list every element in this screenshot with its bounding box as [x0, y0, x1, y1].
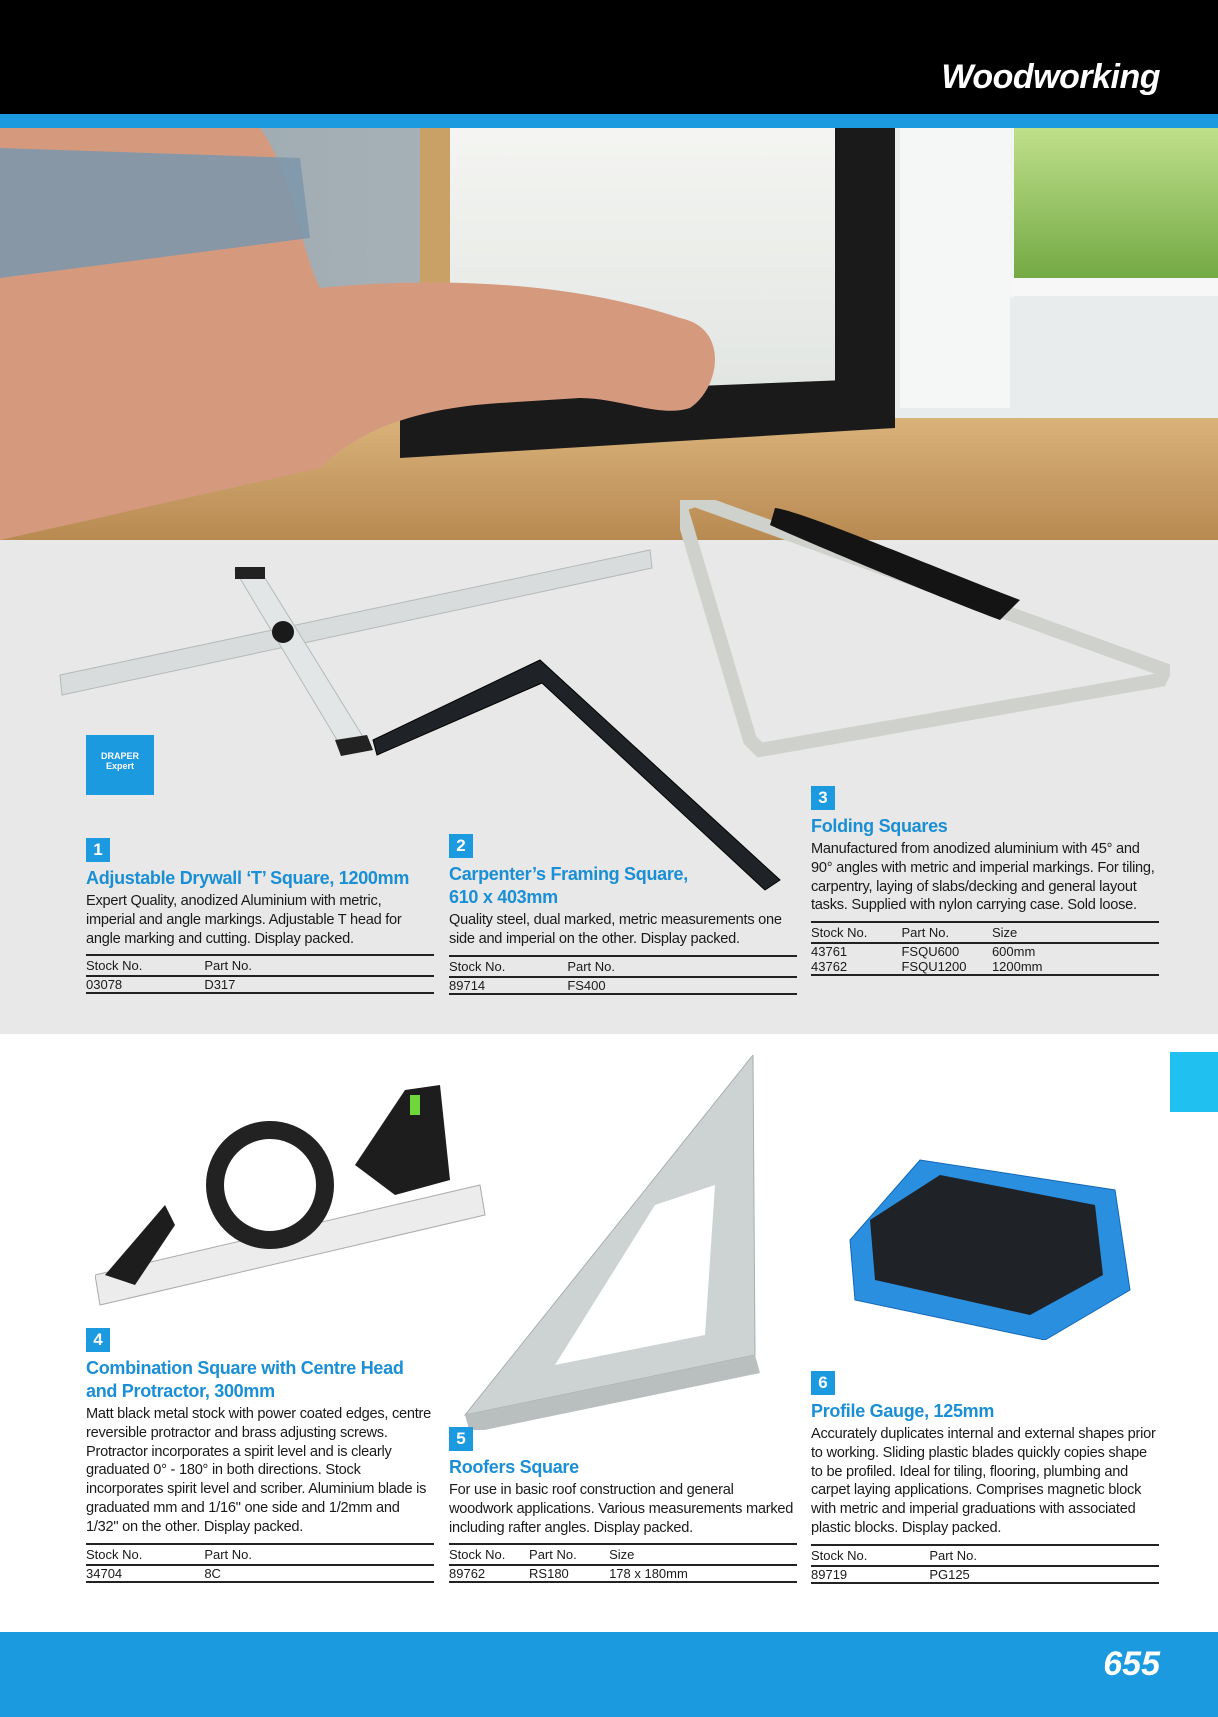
page-header	[0, 0, 1218, 114]
product-title: Profile Gauge, 125mm	[811, 1401, 995, 1421]
product-number: 5	[449, 1427, 473, 1451]
col-stock-no: Stock No.	[811, 925, 868, 941]
spec-table	[811, 921, 1159, 976]
col-size: Size	[991, 925, 1018, 941]
spec-table	[86, 1543, 434, 1583]
logo-line2: Expert	[105, 761, 134, 771]
stock-no: 89762	[449, 1566, 486, 1582]
size: 1200mm	[991, 959, 1043, 975]
hero-photo	[0, 128, 1218, 540]
col-stock-no: Stock No.	[811, 1547, 868, 1563]
part-no: FSQU1200	[901, 959, 967, 975]
roofers-square-image	[455, 1055, 765, 1430]
product-description: Accurately duplicates internal and external shapes prior to working. Sliding plastic blades quickly copies shape to be profiled. Ideal for tiling, flooring, plumbing and carpet laying applications. Comprises magnetic block with metric and imperial graduations with associated plastic blocks. Display packed.	[811, 1426, 1156, 1536]
header-stripe	[0, 114, 1218, 128]
col-part-no: Part No.	[567, 958, 615, 974]
spec-table	[449, 955, 797, 995]
section-side-tab	[1170, 1052, 1218, 1112]
part-no: 8C	[204, 1565, 221, 1581]
product-6	[811, 1371, 1159, 1584]
table-row	[811, 1566, 1159, 1583]
col-part-no: Part No.	[929, 1547, 977, 1563]
folding-square-image	[680, 500, 1170, 770]
stock-no: 89719	[811, 1566, 848, 1582]
product-description: Matt black metal stock with power coated edges, centre reversible protractor and brass adjusting screws. Protractor incorporates a spirit level and is clearly graduated 0° - 180° in both directions. Stock incorporates spirit level and scriber. Aluminium blade is graduated mm and 1/16" one side and 1/2mm and 1/32" on the other. Display packed.	[86, 1406, 432, 1535]
part-no: PG125	[929, 1566, 970, 1582]
table-row	[86, 976, 434, 993]
product-number: 2	[449, 834, 473, 858]
spec-table	[811, 1544, 1159, 1584]
stock-no: 43761	[811, 944, 848, 960]
product-title: Adjustable Drywall ‘T’ Square, 1200mm	[86, 868, 410, 888]
table-row	[811, 959, 1159, 975]
stock-no: 34704	[86, 1565, 123, 1581]
stock-no: 43762	[811, 959, 848, 975]
spec-table	[86, 954, 434, 994]
product-description: For use in basic roof construction and general woodwork applications. Various measurements marked including rafter angles. Display packed.	[449, 1482, 794, 1536]
product-number: 1	[86, 838, 110, 862]
stock-no: 03078	[86, 977, 123, 993]
product-title: Folding Squares	[811, 816, 948, 836]
col-stock-no: Stock No.	[449, 958, 506, 974]
product-number: 4	[86, 1328, 110, 1352]
table-row	[449, 977, 797, 994]
page-footer	[0, 1632, 1218, 1717]
size: 178 x 180mm	[609, 1566, 688, 1582]
product-title: Carpenter’s Framing Square, 610 x 403mm	[449, 864, 688, 907]
part-no: RS180	[529, 1566, 569, 1582]
col-stock-no: Stock No.	[86, 958, 143, 974]
part-no: FS400	[567, 977, 606, 993]
col-stock-no: Stock No.	[86, 1546, 143, 1562]
col-part-no: Part No.	[204, 958, 252, 974]
product-4	[86, 1328, 434, 1583]
col-part-no: Part No.	[901, 925, 950, 941]
product-description: Expert Quality, anodized Aluminium with metric, imperial and angle markings. Adjustable T head for angle marking and cutting. Display packed.	[86, 893, 402, 947]
product-number: 3	[811, 786, 835, 810]
part-no: D317	[204, 977, 236, 993]
spec-table	[449, 1543, 797, 1583]
product-number: 6	[811, 1371, 835, 1395]
section-title: Woodworking	[941, 58, 1160, 96]
product-title: Combination Square with Centre Head and Protractor, 300mm	[86, 1358, 404, 1401]
table-row	[449, 1565, 797, 1582]
stock-no: 89714	[449, 977, 486, 993]
draper-expert-logo	[86, 735, 154, 795]
profile-gauge-image	[845, 1150, 1135, 1340]
col-size: Size	[609, 1547, 635, 1563]
combination-square-image	[95, 1075, 495, 1315]
product-2	[449, 834, 797, 995]
table-row	[86, 1565, 434, 1582]
size: 600mm	[991, 944, 1036, 960]
product-description: Manufactured from anodized aluminium with 45° and 90° angles with metric and imperial markings. For tiling, carpentry, laying of slabs/decking and general layout tasks. Supplied with nylon carrying case. Sold loose.	[811, 841, 1155, 914]
product-title: Roofers Square	[449, 1457, 579, 1477]
product-3	[811, 786, 1159, 976]
product-description: Quality steel, dual marked, metric measurements one side and imperial on the other. Display packed.	[449, 912, 782, 947]
part-no: FSQU600	[901, 944, 960, 960]
logo-line1: DRAPER	[100, 751, 139, 761]
product-5	[449, 1427, 797, 1583]
col-stock-no: Stock No.	[449, 1547, 506, 1563]
table-row	[811, 943, 1159, 959]
page-number: 655	[1103, 1645, 1160, 1683]
product-1	[86, 838, 434, 994]
col-part-no: Part No.	[204, 1546, 252, 1562]
col-part-no: Part No.	[529, 1547, 577, 1563]
